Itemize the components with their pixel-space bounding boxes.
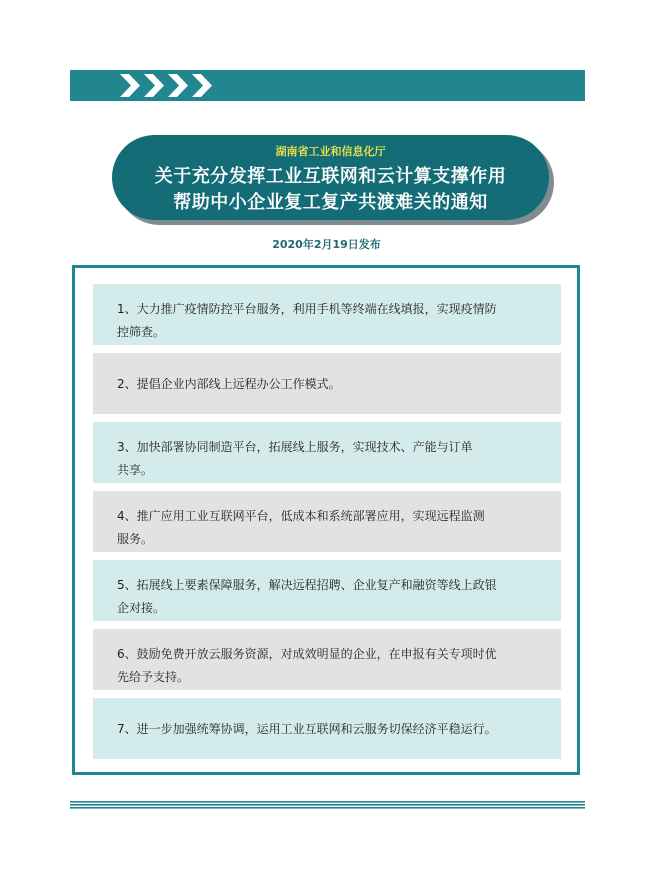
chevron-arrows-icon — [118, 70, 218, 101]
title-banner — [112, 135, 549, 220]
list-item-1 — [93, 284, 561, 345]
list-item-2 — [93, 353, 561, 414]
list-item-text: 5、拓展线上要素保障服务，解决远程招聘、企业复产和融资等线上政银 — [117, 578, 497, 592]
notice-title-line-2: 帮助中小企业复工复产共渡难关的通知 — [173, 192, 488, 213]
publish-date: 2020年2月19日发布 — [272, 238, 381, 251]
list-item-text: 控筛查。 — [117, 325, 166, 339]
list-item-text: 2、提倡企业内部线上远程办公工作模式。 — [117, 377, 341, 391]
list-item-5 — [93, 560, 561, 621]
list-item-4 — [93, 491, 561, 552]
list-item-text: 6、鼓励免费开放云服务资源，对成效明显的企业，在申报有关专项时优 — [117, 647, 497, 661]
list-item-7 — [93, 698, 561, 759]
list-item-text: 服务。 — [117, 532, 154, 546]
list-item-text: 企对接。 — [117, 601, 166, 615]
list-item-text: 先给予支持。 — [117, 670, 190, 684]
list-item-3 — [93, 422, 561, 483]
list-item-text: 4、推广应用工业互联网平台，低成本和系统部署应用，实现远程监测 — [117, 509, 485, 523]
list-item-text: 7、进一步加强统筹协调，运用工业互联网和云服务切保经济平稳运行。 — [117, 722, 497, 736]
issuer-name: 湖南省工业和信息化厅 — [275, 145, 386, 158]
list-item-text: 共享。 — [117, 463, 154, 477]
notice-title-line-1: 关于充分发挥工业互联网和云计算支撑作用 — [154, 166, 507, 187]
footer-decorative-lines — [70, 801, 585, 811]
list-item-text: 1、大力推广疫情防控平台服务，利用手机等终端在线填报，实现疫情防 — [117, 302, 497, 316]
list-item-6 — [93, 629, 561, 690]
list-item-text: 3、加快部署协同制造平台，拓展线上服务，实现技术、产能与订单 — [117, 440, 473, 454]
